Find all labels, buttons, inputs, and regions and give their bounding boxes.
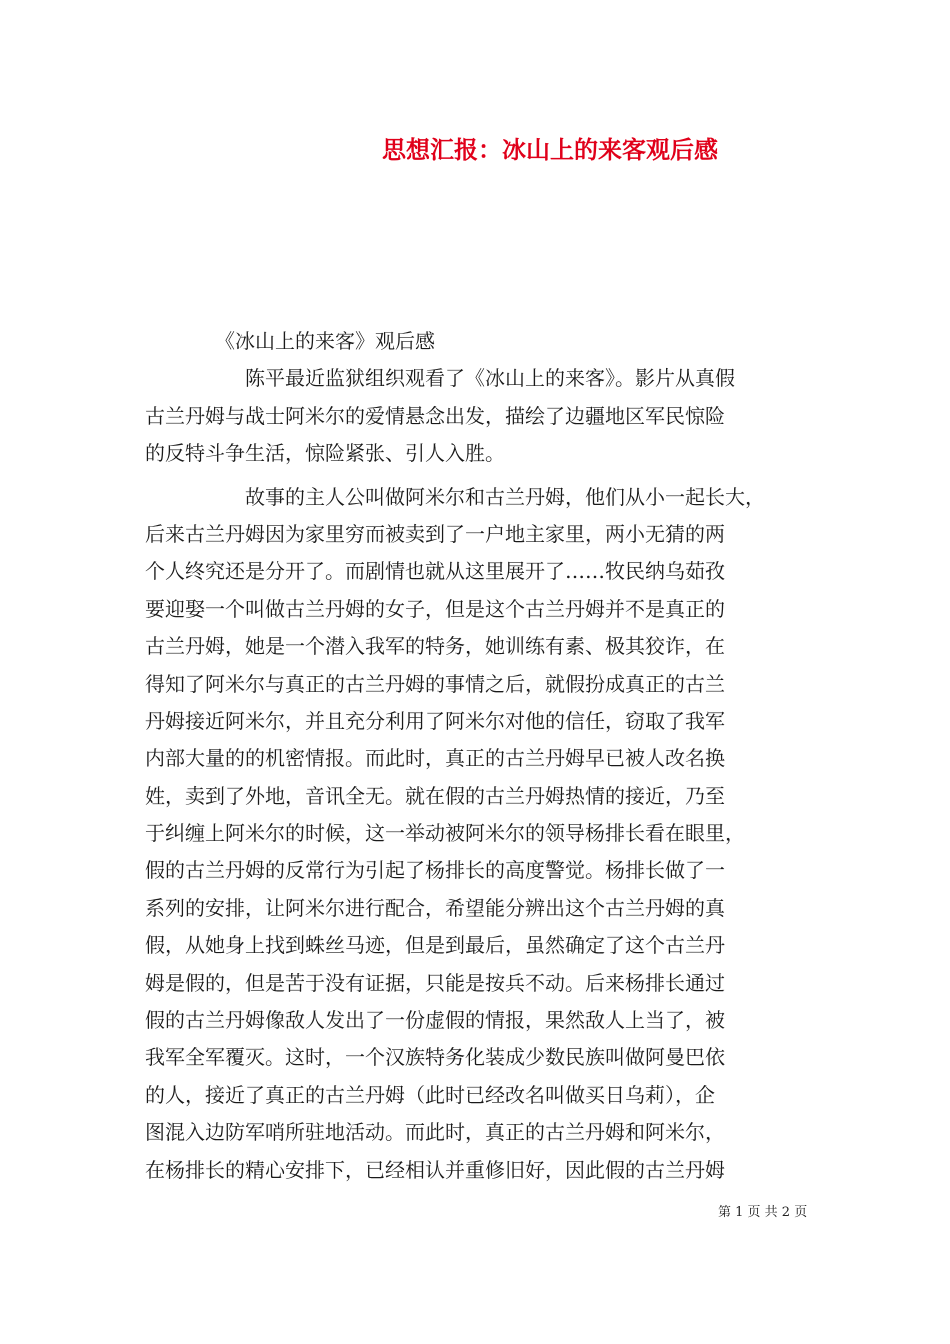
body-line: 《冰山上的来客》观后感 <box>145 329 435 353</box>
body-line: 假的古兰丹姆的反常行为引起了杨排长的高度警觉。杨排长做了一 <box>145 858 725 883</box>
body-line: 陈平最近监狱组织观看了《冰山上的来客》。影片从真假 <box>145 366 735 391</box>
body-line: 古兰丹姆，她是一个潜入我军的特务，她训练有素、极其狡诈，在 <box>145 634 725 659</box>
body-line: 丹姆接近阿米尔，并且充分利用了阿米尔对他的信任，窃取了我军 <box>145 708 725 733</box>
body-line: 图混入边防军哨所驻地活动。而此时，真正的古兰丹姆和阿米尔， <box>145 1120 725 1145</box>
body-line: 的人，接近了真正的古兰丹姆（此时已经改名叫做买日乌莉），企 <box>145 1082 715 1107</box>
body-line: 个人终究还是分开了。而剧情也就从这里展开了……牧民纳乌茹孜 <box>145 559 725 584</box>
body-line: 我军全军覆灭。这时，一个汉族特务化装成少数民族叫做阿曼巴依 <box>145 1045 725 1070</box>
body-line: 姆是假的，但是苦于没有证据，只能是按兵不动。后来杨排长通过 <box>145 970 725 995</box>
page-number-footer: 第 1 页 共 2 页 <box>718 1205 808 1220</box>
body-line: 得知了阿米尔与真正的古兰丹姆的事情之后，就假扮成真正的古兰 <box>145 671 725 696</box>
body-line: 系列的安排，让阿米尔进行配合，希望能分辨出这个古兰丹姆的真 <box>145 895 725 920</box>
body-line: 古兰丹姆与战士阿米尔的爱情悬念出发，描绘了边疆地区军民惊险 <box>145 403 725 428</box>
body-line: 后来古兰丹姆因为家里穷而被卖到了一户地主家里，两小无猜的两 <box>145 521 725 546</box>
body-line: 故事的主人公叫做阿米尔和古兰丹姆，他们从小一起长大， <box>145 484 765 509</box>
body-line: 内部大量的的机密情报。而此时，真正的古兰丹姆早已被人改名换 <box>145 746 725 771</box>
body-line: 假的古兰丹姆像敌人发出了一份虚假的情报，果然敌人上当了，被 <box>145 1008 725 1033</box>
body-line: 于纠缠上阿米尔的时候，这一举动被阿米尔的领导杨排长看在眼里， <box>145 821 745 846</box>
document-body <box>145 323 810 1189</box>
document-title: 思想汇报：冰山上的来客观后感 <box>382 135 718 164</box>
body-line: 假，从她身上找到蛛丝马迹，但是到最后，虽然确定了这个古兰丹 <box>145 933 725 958</box>
body-line: 要迎娶一个叫做古兰丹姆的女子，但是这个古兰丹姆并不是真正的 <box>145 596 725 621</box>
body-line: 的反特斗争生活，惊险紧张、引人入胜。 <box>145 441 505 466</box>
body-line: 在杨排长的精心安排下，已经相认并重修旧好，因此假的古兰丹姆 <box>145 1157 725 1182</box>
body-line: 姓，卖到了外地，音讯全无。就在假的古兰丹姆热情的接近，乃至 <box>145 783 725 808</box>
